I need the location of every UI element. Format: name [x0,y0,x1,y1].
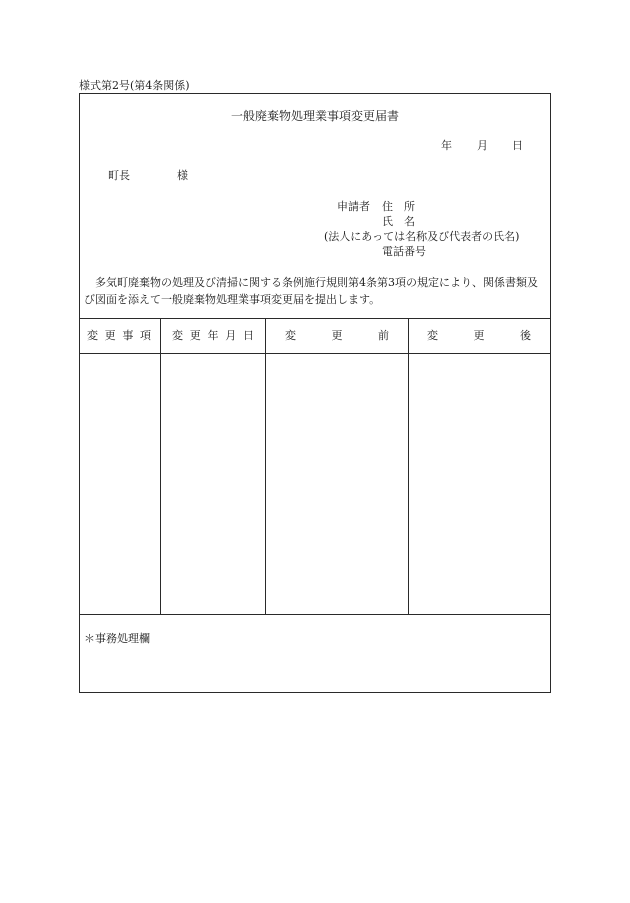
name-label: 氏 名 [382,215,415,228]
header-before-change [285,330,389,341]
office-use-label: ＊事務処理欄 [84,632,150,645]
header-change-item [87,330,151,341]
header-char: 事 [122,329,134,342]
entry-cell-after-change[interactable] [409,354,550,614]
date-day-label: 日 [512,139,523,152]
corporate-note: (法人にあっては名称及び代表者の氏名) [324,230,520,243]
statement-text: 多気町廃棄物の処理及び清掃に関する条例施行規則第4条第3項の規定により、関係書類及び図面を添えて一般廃棄物処理業事項変更届を提出します。 [84,276,538,306]
header-after-change [427,330,531,341]
header-char: 項 [139,329,151,342]
office-use-area[interactable] [80,615,550,692]
entry-cell-before-change[interactable] [266,354,408,614]
mayor-label: 町長 [108,169,130,182]
header-char: 更 [189,329,201,342]
honorific-label: 様 [177,169,188,182]
header-char: 更 [473,329,485,342]
header-char: 変 [285,329,296,342]
entry-cell-change-item[interactable] [80,354,160,614]
header-char: 後 [520,329,531,342]
header-char: 更 [331,329,343,342]
header-change-date [172,330,254,341]
header-char: 変 [172,329,183,342]
address-label: 住 所 [382,200,415,213]
header-char: 変 [427,329,438,342]
date-month-label: 月 [477,139,488,152]
header-char: 月 [225,329,237,342]
phone-label: 電話番号 [382,245,426,258]
table-top-line [79,318,551,319]
header-char: 前 [378,329,389,342]
header-char: 年 [207,329,219,342]
header-char: 更 [104,329,116,342]
header-char: 変 [87,329,98,342]
applicant-label: 申請者 [337,200,370,213]
form-number: 様式第2号(第4条関係) [79,79,190,92]
form-title: 一般廃棄物処理業事項変更届書 [230,109,399,123]
entry-cell-change-date[interactable] [161,354,265,614]
date-year-label: 年 [441,139,452,152]
header-char: 日 [243,329,254,342]
